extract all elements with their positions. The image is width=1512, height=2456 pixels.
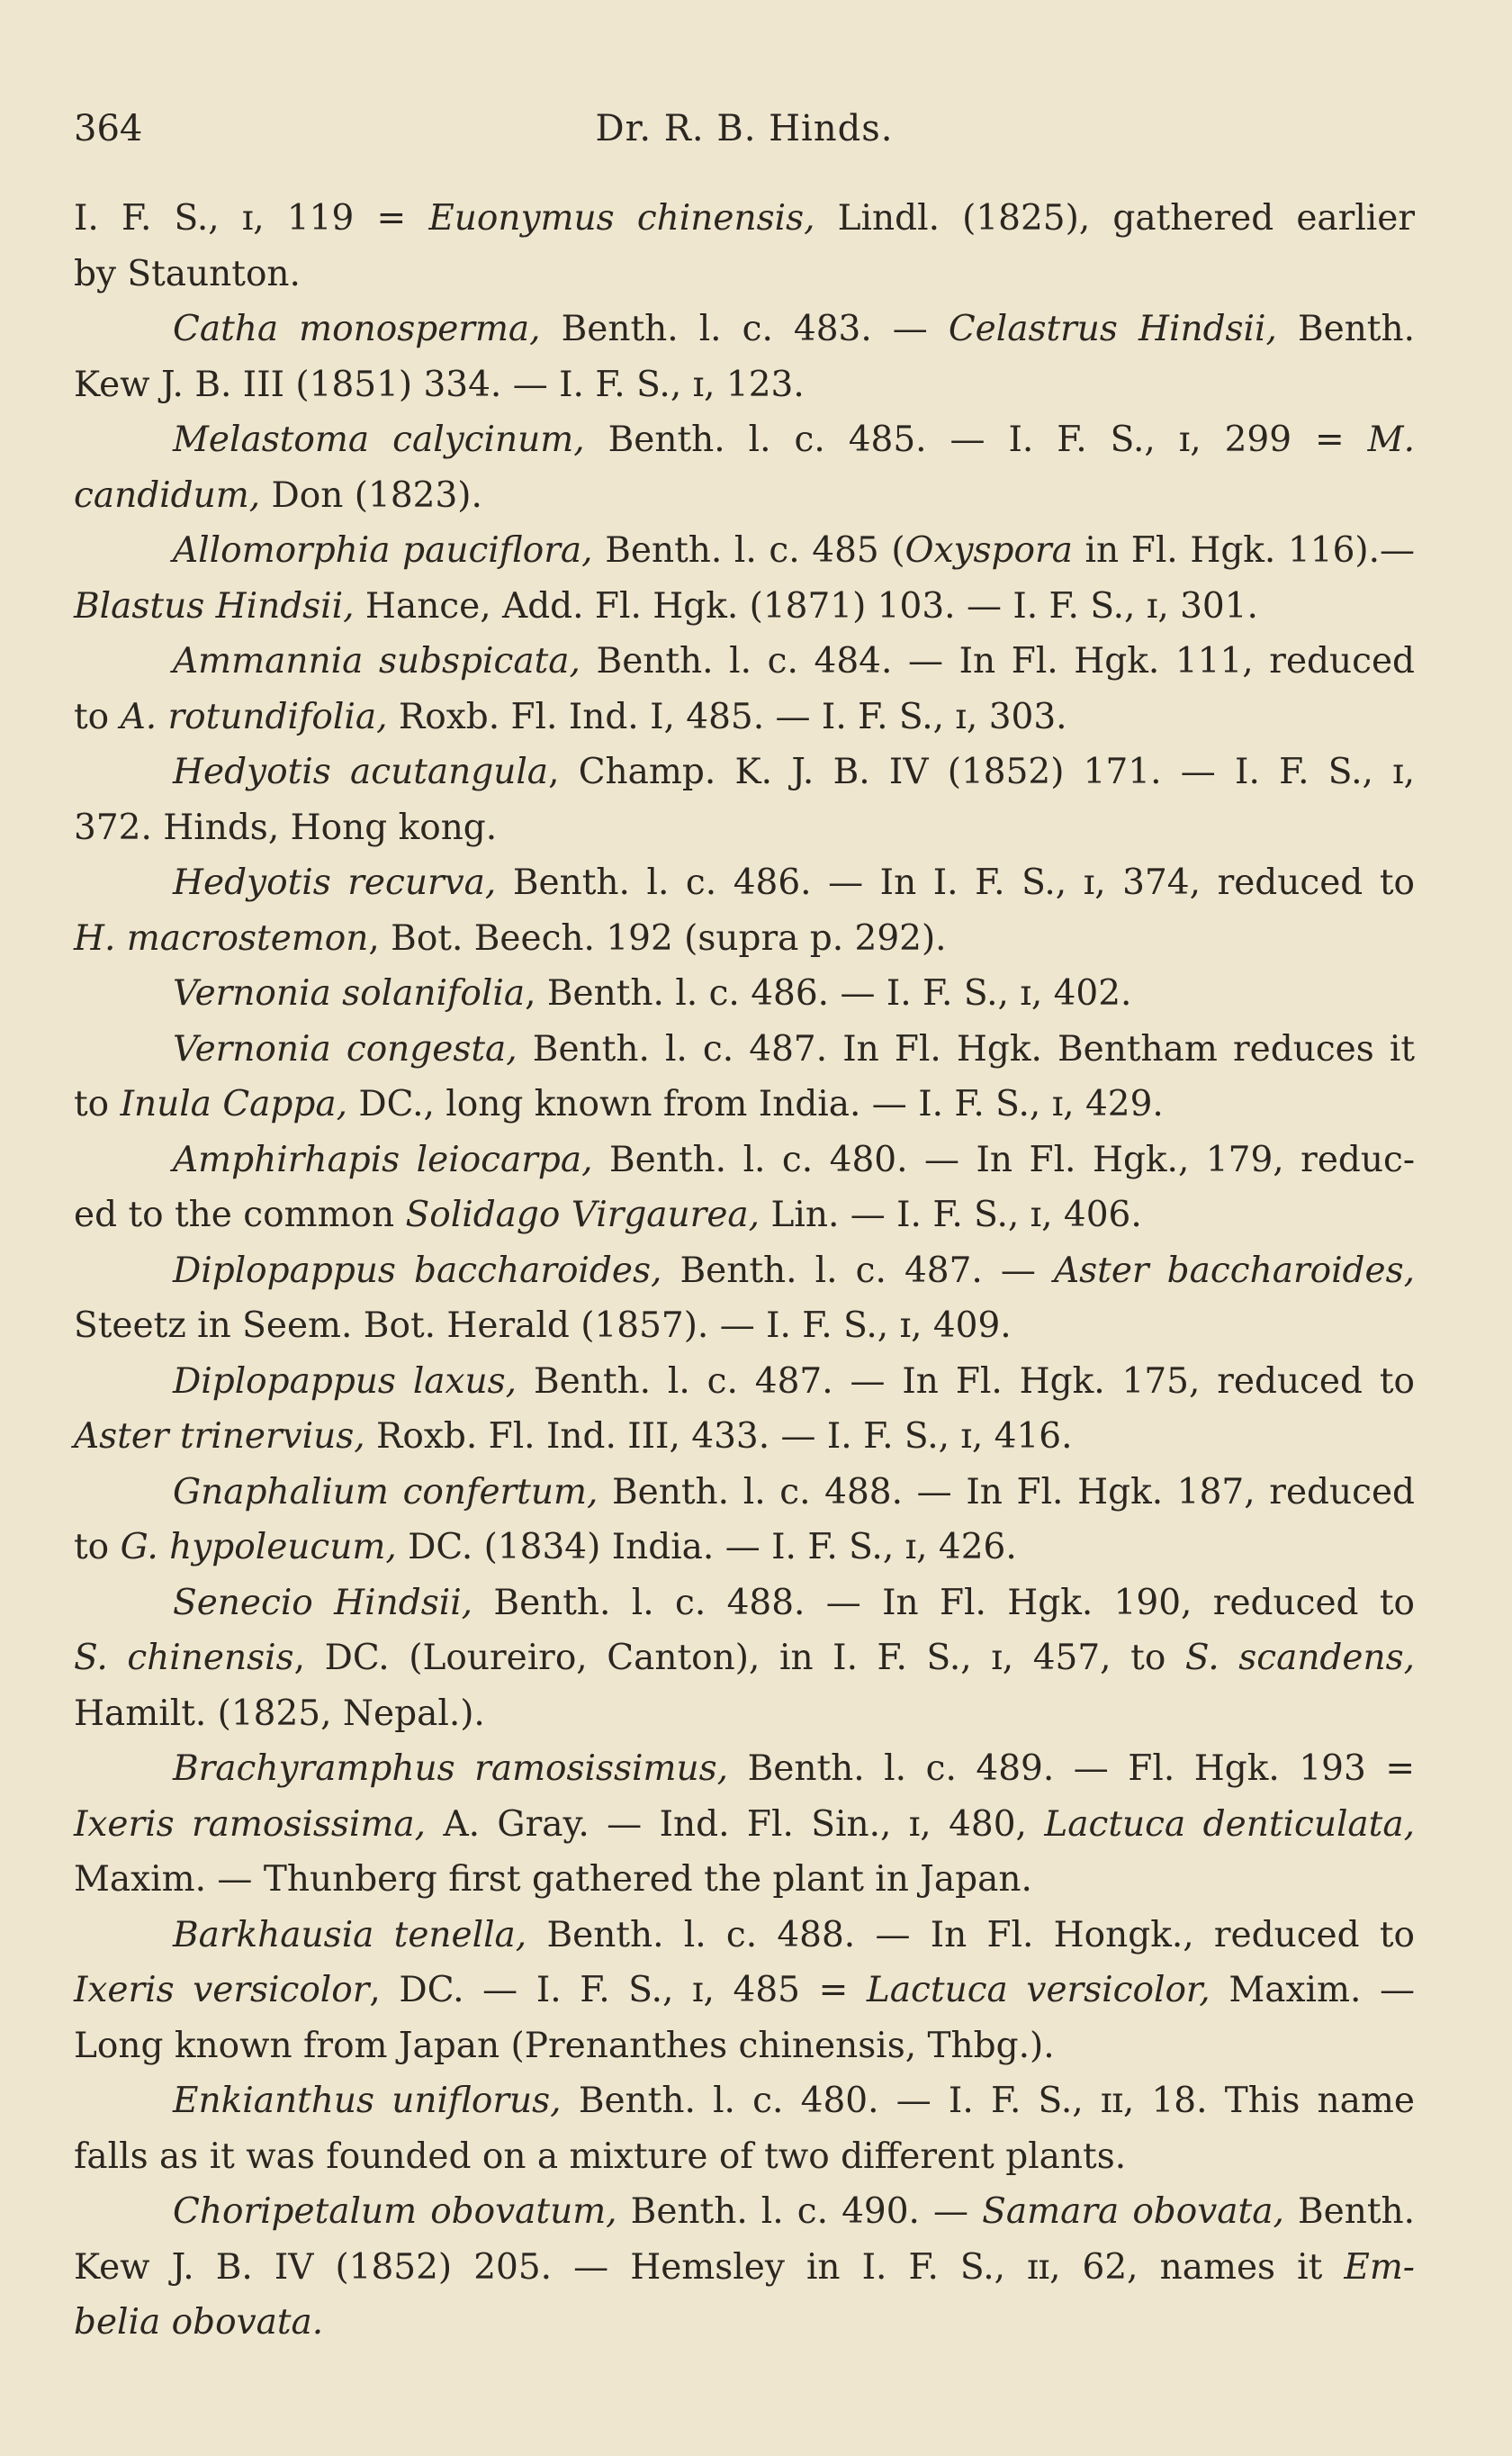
text-line bbox=[74, 1298, 1415, 1354]
text-span: Benth. l. c. 486. — In I. F. S., ɪ, 374, reduced to bbox=[496, 862, 1415, 903]
text-span: ed to the common bbox=[74, 1195, 406, 1235]
text-line bbox=[74, 966, 1415, 1022]
text-span: Benth. l. c. 487. In Fl. Hgk. Bentham reduces it bbox=[517, 1028, 1416, 1070]
italic-text: Aster baccharoides, bbox=[1054, 1250, 1416, 1291]
text-span: DC., long known from India. — I. F. S., ɪ, 429. bbox=[347, 1084, 1164, 1124]
text-line bbox=[74, 1409, 1415, 1465]
text-line bbox=[74, 2295, 1415, 2351]
text-span: , Bot. Beech. 192 (supra p. 292). bbox=[368, 917, 947, 959]
text-span: Benth. l. c. 488. — In Fl. Hongk., reduced to bbox=[526, 1914, 1416, 1955]
italic-text: Euonymus chinensis, bbox=[428, 198, 815, 239]
italic-text: Inula Cappa, bbox=[120, 1084, 347, 1124]
text-line bbox=[74, 523, 1415, 579]
text-line bbox=[74, 800, 1415, 856]
text-line bbox=[74, 1797, 1415, 1853]
text-line bbox=[74, 1741, 1415, 1797]
italic-text: Celastrus Hindsii, bbox=[948, 309, 1277, 349]
italic-text: Vernonia solanifolia bbox=[173, 973, 526, 1014]
text-span: Hance, Add. Fl. Hgk. (1871) 103. — I. F. S., ɪ, 301. bbox=[354, 585, 1258, 627]
text-span: in Fl. Hgk. 116).— bbox=[1072, 530, 1416, 571]
italic-text: Blastus Hindsii, bbox=[74, 585, 355, 627]
text-span: , DC. (Loureiro, Canton), in I. F. S., ɪ, 457, to bbox=[293, 1638, 1185, 1678]
text-span: Kew J. B. III (1851) 334. — I. F. S., ɪ, 123. bbox=[74, 364, 805, 405]
italic-text: Solidago Virgaurea, bbox=[405, 1195, 760, 1235]
text-line bbox=[74, 855, 1415, 911]
text-span: DC. (1834) India. — I. F. S., ɪ, 426. bbox=[396, 1527, 1017, 1567]
text-line bbox=[74, 247, 1415, 302]
text-line bbox=[74, 911, 1415, 967]
italic-text: H. macrostemon bbox=[74, 917, 369, 959]
italic-text: Barkhausia tenella, bbox=[173, 1914, 527, 1955]
text-span: Benth. l. c. 487. — bbox=[662, 1250, 1054, 1291]
italic-text: Oxyspora bbox=[904, 530, 1073, 571]
text-line bbox=[74, 1243, 1415, 1299]
italic-text: M. bbox=[1367, 420, 1415, 460]
text-line bbox=[74, 1133, 1415, 1188]
text-line bbox=[74, 1187, 1415, 1243]
running-head: Dr. R. B. Hinds. bbox=[595, 108, 894, 149]
page-header bbox=[74, 97, 1415, 160]
text-line bbox=[74, 1077, 1415, 1133]
text-span: Maxim. — Thunberg first gathered the plant in Japan. bbox=[74, 1859, 1032, 1900]
text-span: by Staunton. bbox=[74, 253, 301, 294]
italic-text: Melastoma calycinum, bbox=[173, 420, 585, 460]
text-span: Benth. l. c. 485 ( bbox=[592, 530, 905, 571]
text-line bbox=[74, 2240, 1415, 2296]
italic-text: Brachyramphus ramosissimus, bbox=[173, 1748, 729, 1789]
text-line bbox=[74, 2129, 1415, 2185]
text-span: Benth. l. c. 490. — bbox=[616, 2191, 983, 2232]
italic-text: Diplopappus laxus, bbox=[173, 1360, 518, 1402]
italic-text: Senecio Hindsii, bbox=[173, 1582, 473, 1623]
text-span: Benth. bbox=[1283, 2191, 1416, 2232]
text-line bbox=[74, 191, 1415, 247]
text-span: , Champ. K. J. B. IV (1852) 171. — I. F. S., ɪ, bbox=[548, 752, 1416, 792]
italic-text: Vernonia congesta, bbox=[173, 1028, 518, 1070]
text-span: Benth. bbox=[1276, 309, 1415, 349]
italic-text: belia obovata. bbox=[74, 2302, 324, 2343]
text-span: Hamilt. (1825, Nepal.). bbox=[74, 1693, 485, 1734]
text-span: Benth. l. c. 483. — bbox=[540, 309, 949, 349]
text-span: , Benth. l. c. 486. — I. F. S., ɪ, 402. bbox=[525, 973, 1132, 1014]
text-span: Lin. — I. F. S., ɪ, 406. bbox=[760, 1195, 1142, 1235]
text-span: Benth. l. c. 480. — I. F. S., ɪɪ, 18. This name bbox=[561, 2081, 1415, 2121]
text-span: Maxim. — bbox=[1210, 1970, 1415, 2010]
text-line bbox=[74, 1852, 1415, 1908]
text-span: Benth. l. c. 487. — In Fl. Hgk. 175, reduced to bbox=[517, 1360, 1415, 1402]
italic-text: candidum, bbox=[74, 474, 261, 516]
italic-text: G. hypoleucum, bbox=[120, 1527, 397, 1567]
italic-text: Samara obovata, bbox=[982, 2191, 1284, 2232]
text-span: to bbox=[74, 1084, 121, 1124]
text-line bbox=[74, 579, 1415, 635]
italic-text: Gnaphalium confertum, bbox=[173, 1471, 598, 1512]
text-span: Long known from Japan (Prenanthes chinensis, Thbg.). bbox=[74, 2025, 1055, 2066]
italic-text: Ammannia subspicata, bbox=[173, 641, 580, 682]
text-line bbox=[74, 2073, 1415, 2129]
italic-text: Diplopappus baccharoides, bbox=[173, 1250, 662, 1291]
italic-text: Allomorphia pauciflora, bbox=[173, 530, 593, 571]
italic-text: Ixeris ramosissima, bbox=[74, 1803, 427, 1845]
text-line bbox=[74, 1022, 1415, 1078]
text-span: Steetz in Seem. Bot. Herald (1857). — I. F. S., ɪ, 409. bbox=[74, 1305, 1012, 1346]
text-span: Benth. l. c. 480. — In Fl. Hgk., 179, reduc- bbox=[592, 1139, 1416, 1180]
text-span: Don (1823). bbox=[260, 474, 482, 516]
text-line bbox=[74, 1963, 1415, 2018]
italic-text: Em- bbox=[1344, 2246, 1415, 2288]
text-span: Benth. l. c. 488. — In Fl. Hgk. 187, reduced bbox=[598, 1471, 1415, 1512]
text-span: Benth. l. c. 485. — I. F. S., ɪ, 299 = bbox=[584, 420, 1368, 460]
text-span: A. Gray. — Ind. Fl. Sin., ɪ, 480, bbox=[426, 1803, 1045, 1845]
italic-text: Catha monosperma, bbox=[173, 309, 541, 349]
text-line bbox=[74, 1465, 1415, 1521]
italic-text: Ixeris versicolor bbox=[74, 1970, 370, 2010]
text-line bbox=[74, 690, 1415, 745]
text-span: to bbox=[74, 1527, 121, 1567]
text-line bbox=[74, 1576, 1415, 1631]
text-span: falls as it was founded on a mixture of two different plants. bbox=[74, 2135, 1127, 2177]
italic-text: Choripetalum obovatum, bbox=[173, 2191, 617, 2232]
text-span: Kew J. B. IV (1852) 205. — Hemsley in I. F. S., ɪɪ, 62, names it bbox=[74, 2246, 1345, 2288]
text-span: Benth. l. c. 488. — In Fl. Hgk. 190, reduced to bbox=[472, 1582, 1415, 1623]
text-line bbox=[74, 468, 1415, 524]
text-span: Lindl. (1825), gathered earlier bbox=[814, 198, 1415, 239]
text-line bbox=[74, 412, 1415, 468]
italic-text: S. scandens, bbox=[1184, 1638, 1416, 1678]
italic-text: Aster trinervius, bbox=[74, 1416, 365, 1457]
page-number: 364 bbox=[74, 108, 143, 149]
text-span: Benth. l. c. 484. — In Fl. Hgk. 111, reduced bbox=[580, 641, 1416, 682]
text-line bbox=[74, 1354, 1415, 1410]
text-line bbox=[74, 357, 1415, 413]
text-line bbox=[74, 2184, 1415, 2240]
text-line bbox=[74, 1908, 1415, 1964]
italic-text: Lactuca denticulata, bbox=[1044, 1803, 1415, 1845]
text-line bbox=[74, 1686, 1415, 1742]
italic-text: A. rotundifolia, bbox=[120, 696, 388, 737]
text-span: Roxb. Fl. Ind. III, 433. — I. F. S., ɪ, 416. bbox=[364, 1416, 1073, 1457]
text-line bbox=[74, 2018, 1415, 2074]
text-span: Roxb. Fl. Ind. I, 485. — I. F. S., ɪ, 303. bbox=[387, 696, 1067, 737]
italic-text: Hedyotis acutangula bbox=[173, 752, 549, 792]
text-line bbox=[74, 302, 1415, 357]
body-text bbox=[74, 191, 1415, 2351]
italic-text: Enkianthus uniflorus, bbox=[173, 2081, 562, 2121]
text-line bbox=[74, 745, 1415, 800]
text-span: , DC. — I. F. S., ɪ, 485 = bbox=[369, 1970, 867, 2010]
text-line bbox=[74, 1520, 1415, 1576]
text-line bbox=[74, 1630, 1415, 1686]
text-line bbox=[74, 634, 1415, 690]
text-span: Benth. l. c. 489. — Fl. Hgk. 193 = bbox=[728, 1748, 1415, 1789]
text-span: I. F. S., ɪ, 119 = bbox=[74, 198, 429, 239]
italic-text: Hedyotis recurva, bbox=[173, 862, 497, 903]
italic-text: Lactuca versicolor, bbox=[866, 1970, 1210, 2010]
text-span: 372. Hinds, Hong kong. bbox=[74, 807, 498, 848]
text-span: to bbox=[74, 696, 121, 737]
italic-text: S. chinensis bbox=[74, 1638, 294, 1678]
italic-text: Amphirhapis leiocarpa, bbox=[173, 1139, 593, 1180]
